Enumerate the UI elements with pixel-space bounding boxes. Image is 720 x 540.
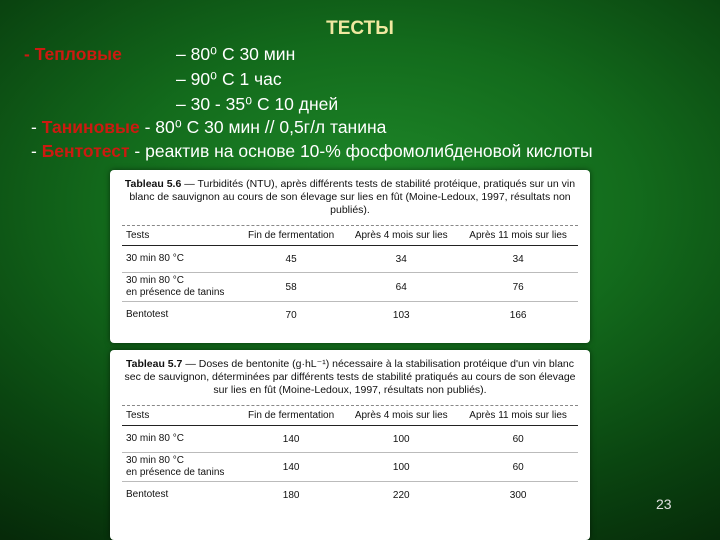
column-header: Tests [122, 226, 238, 246]
data-table [122, 406, 578, 508]
line-thermal-1: – 80⁰ С 30 мин [176, 44, 296, 64]
value-cell: 64 [344, 273, 458, 302]
table-caption: Tableau 5.6 — Turbidités (NTU), après différents tests de stabilité protéique, pratiqués sur un vin blanc de sauvignon au cours de son élevage sur lies en fût (Moine-Ledoux, 1997, résultats non publiés). [124, 178, 576, 216]
data-table [122, 226, 578, 328]
value-cell: 103 [392, 309, 410, 321]
table-row [122, 273, 578, 302]
column-header: Tests [122, 406, 238, 426]
value-cell: 100 [344, 453, 458, 482]
table-row [122, 482, 578, 509]
line-thermal-3: – 30 - 35⁰ С 10 дней [176, 94, 339, 114]
value-cell: 60 [458, 453, 578, 482]
test-cell: 30 min 80 °C en présence de tanins [122, 273, 238, 302]
column-header: Après 4 mois sur lies [344, 406, 458, 426]
table-5-6-image [110, 170, 590, 343]
column-header: Fin de fermentation [238, 406, 344, 426]
table-row [122, 426, 578, 453]
column-header: Après 11 mois sur lies [458, 406, 578, 426]
table-row [122, 453, 578, 482]
table-row [122, 246, 578, 273]
column-header: Fin de fermentation [238, 226, 344, 246]
value-cell: 58 [238, 273, 344, 302]
value-cell: 140 [238, 426, 344, 453]
line-bentotest: - Бентотест - реактив на основе 10-% фосфомолибденовой кислоты [31, 141, 593, 161]
table-caption: Tableau 5.7 — Doses de bentonite (g·hL⁻¹) nécessaire à la stabilisation protéique d'un vin blanc sec de sauvignon, déterminées par différents tests de stabilité pratiqués au cours de son élevage sur lies en fût (Moine-Ledoux, 1997, résultats non publiés). [124, 358, 576, 396]
value-cell: 140 [238, 453, 344, 482]
test-cell: 30 min 80 °C [122, 246, 238, 273]
value-cell: 76 [458, 273, 578, 302]
line-thermal-label: - Тепловые [24, 44, 122, 64]
test-cell: Bentotest [126, 489, 169, 500]
slide-number: 23 [656, 496, 672, 512]
value-cell: 60 [458, 426, 578, 453]
table-row [122, 302, 578, 329]
test-cell: Bentotest [126, 309, 169, 320]
line-tannin: - Таниновые - 80⁰ С 30 мин // 0,5г/л танина [31, 117, 387, 137]
value-cell: 100 [344, 426, 458, 453]
value-cell: 70 [285, 309, 297, 321]
table-5-7-image [110, 350, 590, 540]
column-header: Après 11 mois sur lies [458, 226, 578, 246]
value-cell: 34 [344, 246, 458, 273]
value-cell: 220 [392, 489, 410, 501]
test-cell: 30 min 80 °C [122, 426, 238, 453]
line-thermal-2: – 90⁰ С 1 час [176, 69, 282, 89]
slide-title: ТЕСТЫ [326, 18, 394, 39]
column-header: Après 4 mois sur lies [344, 226, 458, 246]
value-cell: 180 [282, 489, 300, 501]
value-cell: 300 [509, 489, 527, 501]
value-cell: 34 [458, 246, 578, 273]
value-cell: 166 [509, 309, 527, 321]
test-cell: 30 min 80 °C en présence de tanins [122, 453, 238, 482]
value-cell: 45 [238, 246, 344, 273]
